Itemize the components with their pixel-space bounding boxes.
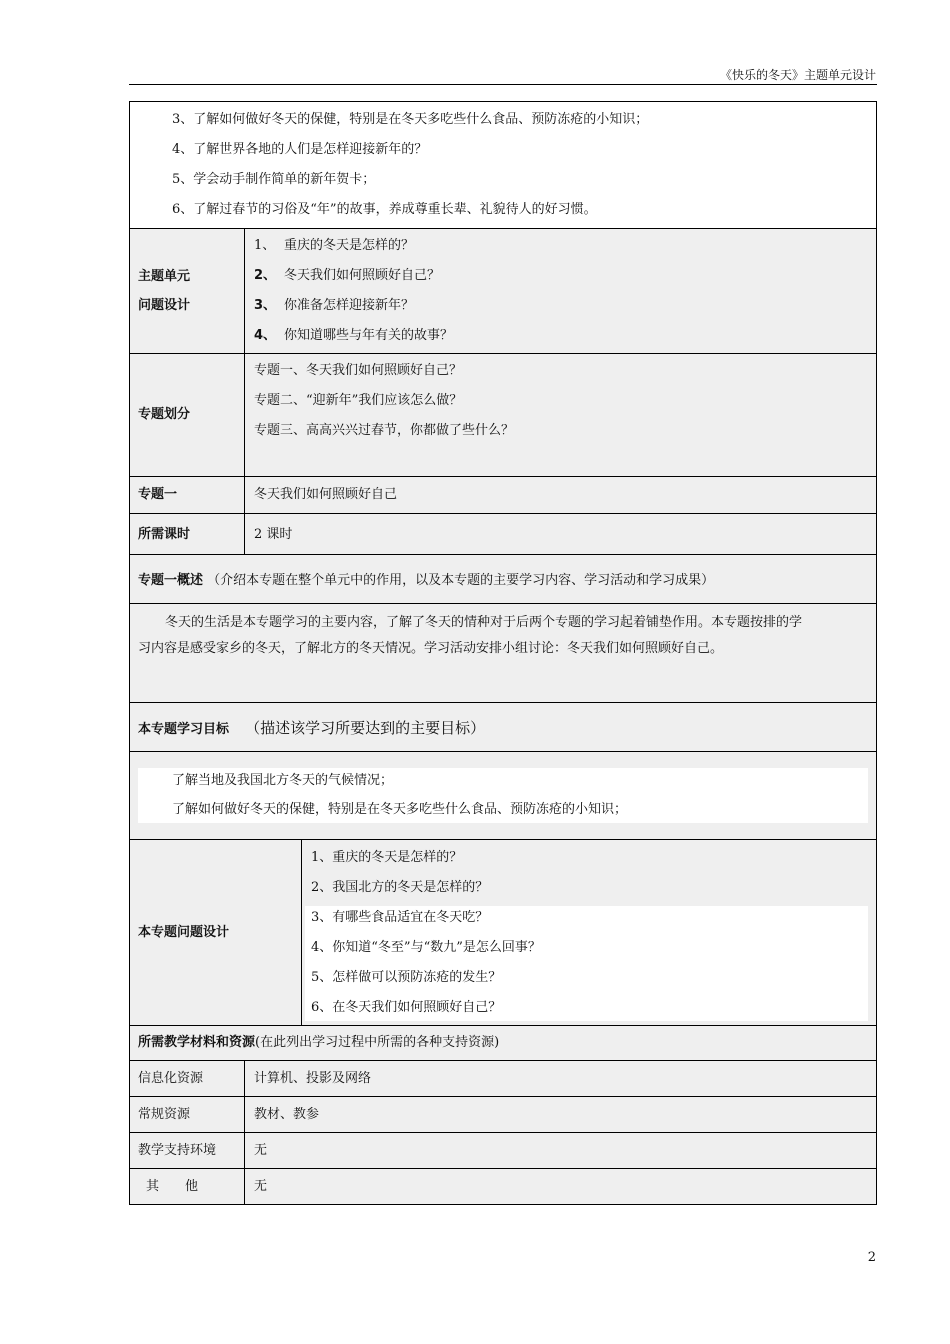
unit-question-text: 你知道哪些与年有关的故事？ <box>284 328 454 343</box>
topic-question-item: 5、怎样做可以预防冻疮的发生？ <box>311 970 502 985</box>
divider <box>244 513 245 555</box>
topic-question-item: 3、有哪些食品适宜在冬天吃？ <box>311 910 489 925</box>
topics-label: 专题划分 <box>138 407 191 422</box>
unit-question-num: 3、 <box>254 298 277 313</box>
divider <box>244 1168 245 1205</box>
topic1-value: 冬天我们如何照顾好自己 <box>254 487 398 502</box>
divider <box>244 1132 245 1169</box>
objective-item: 了解如何做好冬天的保健，特别是在冬天多吃些什么食品、预防冻疮的小知识； <box>172 802 628 817</box>
hours-row <box>129 513 877 555</box>
resource-value: 教材、教参 <box>254 1107 320 1122</box>
topic-question-item: 4、你知道“冬至”与“数九”是怎么回事？ <box>311 940 541 955</box>
resource-label: 信息化资源 <box>138 1071 204 1086</box>
objectives-label: 本专题学习目标 <box>138 722 230 737</box>
objective-item: 了解当地及我国北方冬天的气候情况； <box>172 773 394 788</box>
divider <box>244 228 245 354</box>
unit-question-num: 1、 <box>254 238 276 253</box>
divider <box>244 1060 245 1097</box>
topic-item: 专题二、“迎新年”我们应该怎么做？ <box>254 393 463 408</box>
resource-label: 常规资源 <box>138 1107 191 1122</box>
hours-value: 2 课时 <box>254 527 293 542</box>
topic1-row <box>129 476 877 514</box>
unit-question-text: 重庆的冬天是怎样的？ <box>284 238 415 253</box>
header-rule <box>129 84 877 85</box>
topic-question-item: 6、在冬天我们如何照顾好自己？ <box>311 1000 502 1015</box>
resource-value: 无 <box>254 1179 268 1194</box>
resources-heading <box>138 1035 499 1051</box>
objectives-heading <box>138 720 485 738</box>
resource-value: 无 <box>254 1143 268 1158</box>
hours-label: 所需课时 <box>138 527 191 542</box>
resource-row <box>129 1096 877 1133</box>
overview-label: 专题一概述 <box>138 573 204 588</box>
page-number: 2 <box>867 1250 876 1265</box>
unit-question-num: 4、 <box>254 328 277 343</box>
unit-question-num: 2、 <box>254 268 277 283</box>
unit-questions-label: 问题设计 <box>138 298 191 313</box>
topic-questions-label: 本专题问题设计 <box>138 925 230 940</box>
resource-row <box>129 1132 877 1169</box>
topics-section <box>129 353 877 477</box>
goal-item: 5、学会动手制作简单的新年贺卡； <box>172 172 376 187</box>
topic1-label: 专题一 <box>138 487 178 502</box>
resource-row <box>129 1168 877 1205</box>
unit-questions-section <box>129 228 877 354</box>
topic-question-item: 2、我国北方的冬天是怎样的？ <box>311 880 489 895</box>
page-header-title: 《快乐的冬天》主题单元设计 <box>719 68 876 82</box>
goal-item: 6、了解过春节的习俗及“年”的故事，养成尊重长辈、礼貌待人的好习惯。 <box>172 202 597 217</box>
overview-heading <box>138 573 714 589</box>
objectives-hint: （描述该学习所要达到的主要目标） <box>245 719 486 737</box>
resource-label: 其 他 <box>146 1179 199 1194</box>
overview-text: 习内容是感受家乡的冬天，了解北方的冬天情况。学习活动安排小组讨论：冬天我们如何照顾好自己。 <box>138 641 724 656</box>
resource-label: 教学支持环境 <box>138 1143 217 1158</box>
resource-value: 计算机、投影及网络 <box>254 1071 372 1086</box>
topic-item: 专题三、高高兴兴过春节，你都做了些什么？ <box>254 423 515 438</box>
unit-question-text: 冬天我们如何照顾好自己？ <box>284 268 441 283</box>
unit-question-text: 你准备怎样迎接新年？ <box>284 298 415 313</box>
divider <box>301 839 302 1026</box>
overview-hint: （介绍本专题在整个单元中的作用，以及本专题的主要学习内容、学习活动和学习成果） <box>207 573 715 588</box>
topic-question-item: 1、重庆的冬天是怎样的？ <box>311 850 463 865</box>
divider <box>244 1096 245 1133</box>
goal-item: 3、了解如何做好冬天的保健，特别是在冬天多吃些什么食品、预防冻疮的小知识； <box>172 112 649 127</box>
divider <box>244 353 245 477</box>
divider <box>244 476 245 514</box>
goal-item: 4、了解世界各地的人们是怎样迎接新年的？ <box>172 142 428 157</box>
resources-hint: (在此列出学习过程中所需的各种支持资源) <box>255 1035 500 1050</box>
resources-label: 所需教学材料和资源 <box>138 1035 256 1050</box>
resource-row <box>129 1060 877 1097</box>
overview-text: 冬天的生活是本专题学习的主要内容，了解了冬天的情种对于后两个专题的学习起着铺垫作用。本专题按排的学 <box>165 615 803 630</box>
unit-questions-label: 主题单元 <box>138 269 191 284</box>
topic-item: 专题一、冬天我们如何照顾好自己？ <box>254 363 463 378</box>
